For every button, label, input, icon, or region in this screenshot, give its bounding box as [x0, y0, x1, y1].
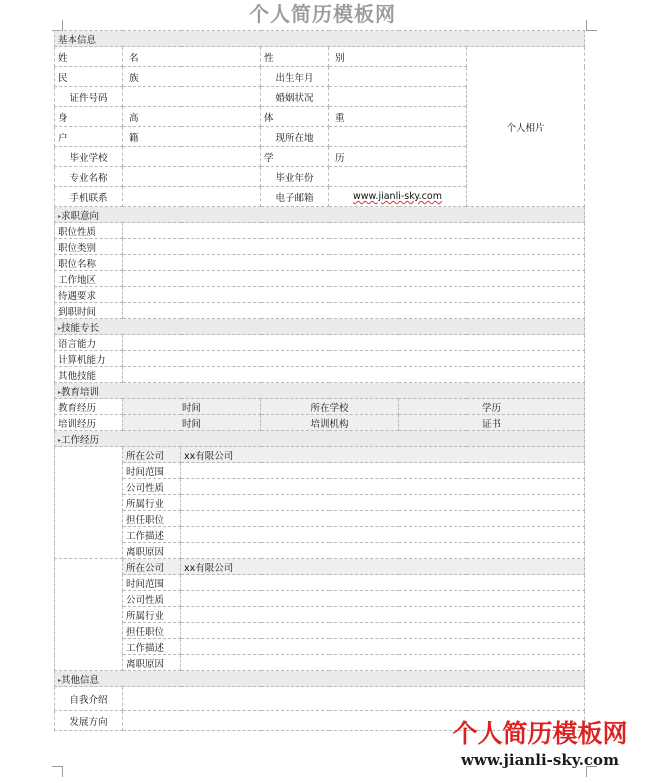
- section-header-education: ▸教育培训: [55, 383, 585, 399]
- col-time: 时间: [123, 399, 261, 415]
- value-company[interactable]: xx有限公司: [181, 559, 585, 575]
- label-leave-reason: 离职原因: [123, 543, 181, 559]
- label-education: 教育经历: [55, 399, 123, 415]
- value-phone[interactable]: [123, 187, 261, 207]
- label-other-skills: 其他技能: [55, 367, 123, 383]
- value-job-nature[interactable]: [123, 223, 585, 239]
- label-time-range: 时间范围: [123, 575, 181, 591]
- value-leave-reason[interactable]: [181, 543, 585, 559]
- label-computer: 计算机能力: [55, 351, 123, 367]
- label-time-range: 时间范围: [123, 463, 181, 479]
- bullet-icon: ▸: [58, 324, 62, 332]
- label-weight: 体 重: [261, 107, 329, 127]
- value-leave-reason[interactable]: [181, 655, 585, 671]
- work-block-spacer: [55, 559, 123, 671]
- watermark-title: 个人简历模板网: [452, 719, 628, 748]
- value-description[interactable]: [181, 527, 585, 543]
- label-training: 培训经历: [55, 415, 123, 431]
- label-degree: 学 历: [261, 147, 329, 167]
- section-header-other: ▸其他信息: [55, 671, 585, 687]
- value-school[interactable]: [123, 147, 261, 167]
- work-block-spacer: [55, 447, 123, 559]
- label-company-nature: 公司性质: [123, 591, 181, 607]
- value-company[interactable]: xx有限公司: [181, 447, 585, 463]
- label-self-intro: 自我介绍: [55, 687, 123, 711]
- value-industry[interactable]: [181, 495, 585, 511]
- label-development: 发展方向: [55, 711, 123, 731]
- col-certificate: 证书: [399, 415, 585, 431]
- label-job-title: 职位名称: [55, 255, 123, 271]
- value-self-intro[interactable]: [123, 687, 585, 711]
- value-computer[interactable]: [123, 351, 585, 367]
- label-start-date: 到职时间: [55, 303, 123, 319]
- label-grad-year: 毕业年份: [261, 167, 329, 187]
- document-title: 个人简历模板网: [249, 2, 396, 26]
- section-header-basic: 基本信息: [55, 31, 585, 47]
- watermark-url: www.jianli-sky.com: [461, 751, 619, 769]
- section-header-intent: ▸求职意向: [55, 207, 585, 223]
- value-location[interactable]: [329, 127, 467, 147]
- value-position[interactable]: [181, 623, 585, 639]
- label-ethnicity: 民 族: [55, 67, 123, 87]
- label-marital: 婚姻状况: [261, 87, 329, 107]
- bullet-icon: ▸: [58, 212, 62, 220]
- col-degree: 学历: [399, 399, 585, 415]
- label-language: 语言能力: [55, 335, 123, 351]
- label-job-nature: 职位性质: [55, 223, 123, 239]
- value-birth[interactable]: [329, 67, 467, 87]
- label-name: 姓 名: [55, 47, 123, 67]
- value-job-category[interactable]: [123, 239, 585, 255]
- label-industry: 所属行业: [123, 607, 181, 623]
- value-major[interactable]: [123, 167, 261, 187]
- label-industry: 所属行业: [123, 495, 181, 511]
- section-header-work: ▸工作经历: [55, 431, 585, 447]
- section-header-skills: ▸技能专长: [55, 319, 585, 335]
- label-company-nature: 公司性质: [123, 479, 181, 495]
- photo-cell: 个人相片: [467, 47, 585, 207]
- value-start-date[interactable]: [123, 303, 585, 319]
- value-marital[interactable]: [329, 87, 467, 107]
- label-leave-reason: 离职原因: [123, 655, 181, 671]
- watermark-logo: [440, 718, 640, 770]
- value-time-range[interactable]: [181, 575, 585, 591]
- value-description[interactable]: [181, 639, 585, 655]
- col-institution: 培训机构: [261, 415, 399, 431]
- label-description: 工作描述: [123, 639, 181, 655]
- label-hukou: 户 籍: [55, 127, 123, 147]
- col-time: 时间: [123, 415, 261, 431]
- bullet-icon: ▸: [58, 436, 62, 444]
- value-work-area[interactable]: [123, 271, 585, 287]
- label-email: 电子邮箱: [261, 187, 329, 207]
- value-id-number[interactable]: [123, 87, 261, 107]
- value-email[interactable]: www.jianli-sky.com: [329, 187, 467, 207]
- label-company: 所在公司: [123, 559, 181, 575]
- page-corner-mark: [52, 766, 63, 777]
- label-position: 担任职位: [123, 511, 181, 527]
- label-description: 工作描述: [123, 527, 181, 543]
- value-time-range[interactable]: [181, 463, 585, 479]
- label-height: 身 高: [55, 107, 123, 127]
- col-school: 所在学校: [261, 399, 399, 415]
- value-job-title[interactable]: [123, 255, 585, 271]
- value-industry[interactable]: [181, 607, 585, 623]
- value-language[interactable]: [123, 335, 585, 351]
- value-grad-year[interactable]: [329, 167, 467, 187]
- value-position[interactable]: [181, 511, 585, 527]
- label-phone: 手机联系: [55, 187, 123, 207]
- label-gender: 性 别: [261, 47, 329, 67]
- label-job-category: 职位类别: [55, 239, 123, 255]
- value-company-nature[interactable]: [181, 591, 585, 607]
- resume-table: [54, 30, 585, 731]
- label-id-number: 证件号码: [55, 87, 123, 107]
- label-location: 现所在地: [261, 127, 329, 147]
- label-work-area: 工作地区: [55, 271, 123, 287]
- label-major: 专业名称: [55, 167, 123, 187]
- label-school: 毕业学校: [55, 147, 123, 167]
- label-salary: 待遇要求: [55, 287, 123, 303]
- bullet-icon: ▸: [58, 676, 62, 684]
- value-other-skills[interactable]: [123, 367, 585, 383]
- label-position: 担任职位: [123, 623, 181, 639]
- value-salary[interactable]: [123, 287, 585, 303]
- value-company-nature[interactable]: [181, 479, 585, 495]
- bullet-icon: ▸: [58, 388, 62, 396]
- label-birth: 出生年月: [261, 67, 329, 87]
- label-company: 所在公司: [123, 447, 181, 463]
